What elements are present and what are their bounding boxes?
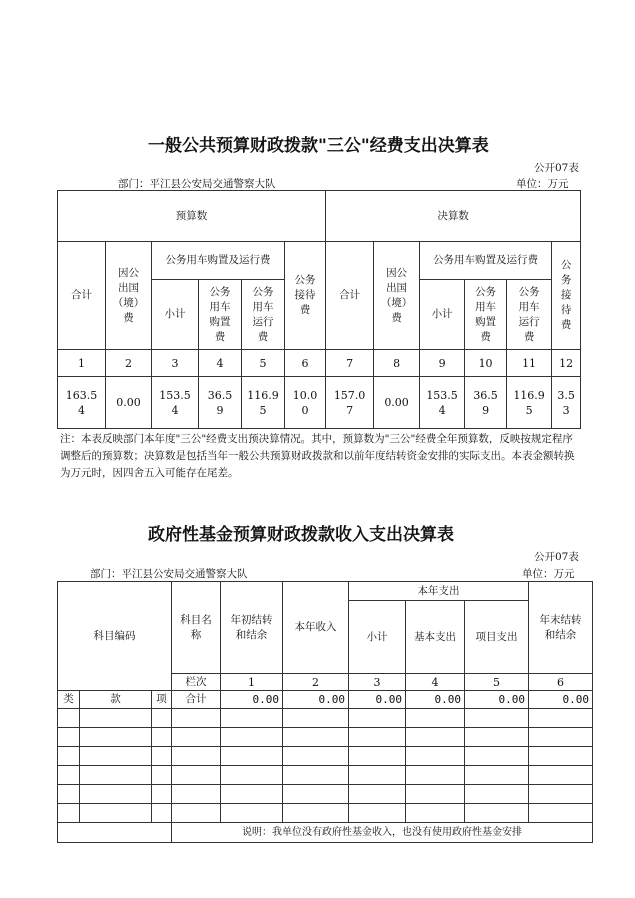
col-number: 10 (465, 350, 507, 377)
total-value: 0.00 (465, 691, 529, 709)
budget-purchase-value: 36.5 9 (199, 377, 242, 429)
col-number: 4 (406, 674, 465, 691)
col-number: 6 (285, 350, 326, 377)
budget-subtotal-value: 153.5 4 (152, 377, 199, 429)
budget-subtotal-header: 小计 (152, 280, 199, 350)
final-abroad-header: 因公 出国 （境） 费 (374, 242, 420, 350)
total-row (58, 691, 593, 709)
table2-title: 政府性基金预算财政拨款收入支出决算表 (148, 525, 454, 545)
subject-name-header: 科目名 称 (172, 582, 221, 674)
budget-reception-header: 公务 接待 费 (285, 242, 326, 350)
table1-unit: 单位：万元 (516, 178, 569, 190)
lanci-label: 栏次 (172, 674, 221, 691)
total-label: 合计 (172, 691, 221, 709)
col-number: 5 (465, 674, 529, 691)
final-operation-value: 116.9 5 (507, 377, 552, 429)
budget-vehicle-header: 公务用车购置及运行费 (152, 242, 285, 280)
final-reception-header: 公 务 接 待 费 (552, 242, 581, 350)
explanation-row (58, 823, 593, 843)
col-number: 11 (507, 350, 552, 377)
three-public-table (57, 190, 581, 429)
income-header: 本年收入 (283, 582, 349, 674)
final-subtotal-header: 小计 (420, 280, 465, 350)
empty-row (58, 709, 593, 728)
final-purchase-header: 公务 用车 购置 费 (465, 280, 507, 350)
total-value: 0.00 (283, 691, 349, 709)
final-total-value: 157.0 7 (326, 377, 374, 429)
final-reception-value: 3.5 3 (552, 377, 581, 429)
table1-code: 公开07表 (534, 162, 579, 174)
explanation-text: 说明：我单位没有政府性基金收入，也没有使用政府性基金安排 (172, 823, 593, 843)
budget-abroad-value: 0.00 (106, 377, 152, 429)
col-number: 1 (221, 674, 283, 691)
final-subtotal-value: 153.5 4 (420, 377, 465, 429)
project-expense-header: 项目支出 (465, 601, 529, 674)
col-number: 4 (199, 350, 242, 377)
table2-code: 公开07表 (534, 551, 579, 563)
final-purchase-value: 36.5 9 (465, 377, 507, 429)
col-number: 2 (106, 350, 152, 377)
budget-reception-value: 10.0 0 (285, 377, 326, 429)
begin-balance-header: 年初结转 和结余 (221, 582, 283, 674)
total-value: 0.00 (529, 691, 593, 709)
expense-subtotal-header: 小计 (349, 601, 406, 674)
col-number: 7 (326, 350, 374, 377)
col-number: 9 (420, 350, 465, 377)
values-row (58, 377, 581, 429)
budget-total-header: 合计 (58, 242, 106, 350)
final-total-header: 合计 (326, 242, 374, 350)
budget-purchase-header: 公务 用车 购置 费 (199, 280, 242, 350)
budget-abroad-header: 因公 出国 （境） 费 (106, 242, 152, 350)
col-number: 3 (152, 350, 199, 377)
final-header: 决算数 (326, 191, 581, 242)
table1-note: 注：本表反映部门本年度"三公"经费支出预决算情况。其中，预算数为"三公"经费全年预算数，反映按规定程序调整后的预算数；决算数是包括当年一般公共预算财政拨款和以前年度结转资金安排的实际支出。本表金额转换为万元时，因四舍五入可能存在尾差。 (60, 433, 575, 479)
basic-expense-header: 基本支出 (406, 601, 465, 674)
col-number: 6 (529, 674, 593, 691)
xiang-header: 项 (152, 691, 172, 709)
table2-dept: 部门：平江县公安局交通警察大队 (90, 568, 248, 580)
subject-code-header: 科目编码 (58, 582, 172, 691)
lei-header: 类 (58, 691, 80, 709)
col-number: 2 (283, 674, 349, 691)
empty-row (58, 728, 593, 747)
gov-fund-table (57, 581, 593, 843)
empty-row (58, 804, 593, 823)
table2-unit: 单位：万元 (522, 568, 575, 580)
empty-row (58, 785, 593, 804)
col-number: 8 (374, 350, 420, 377)
end-balance-header: 年末结转 和结余 (529, 582, 593, 674)
final-operation-header: 公务 用车 运行 费 (507, 280, 552, 350)
kuan-header: 款 (80, 691, 152, 709)
budget-operation-value: 116.9 5 (242, 377, 285, 429)
budget-total-value: 163.5 4 (58, 377, 106, 429)
col-number: 3 (349, 674, 406, 691)
budget-operation-header: 公务 用车 运行 费 (242, 280, 285, 350)
col-number: 5 (242, 350, 285, 377)
col-number: 1 (58, 350, 106, 377)
empty-row (58, 766, 593, 785)
expense-group-header: 本年支出 (349, 582, 529, 601)
total-value: 0.00 (349, 691, 406, 709)
table1-dept: 部门：平江县公安局交通警察大队 (118, 178, 276, 190)
column-number-row (58, 350, 581, 377)
total-value: 0.00 (406, 691, 465, 709)
final-vehicle-header: 公务用车购置及运行费 (420, 242, 552, 280)
col-number: 12 (552, 350, 581, 377)
final-abroad-value: 0.00 (374, 377, 420, 429)
total-value: 0.00 (221, 691, 283, 709)
empty-row (58, 747, 593, 766)
table1-title: 一般公共预算财政拨款"三公"经费支出决算表 (148, 136, 489, 156)
budget-header: 预算数 (58, 191, 326, 242)
